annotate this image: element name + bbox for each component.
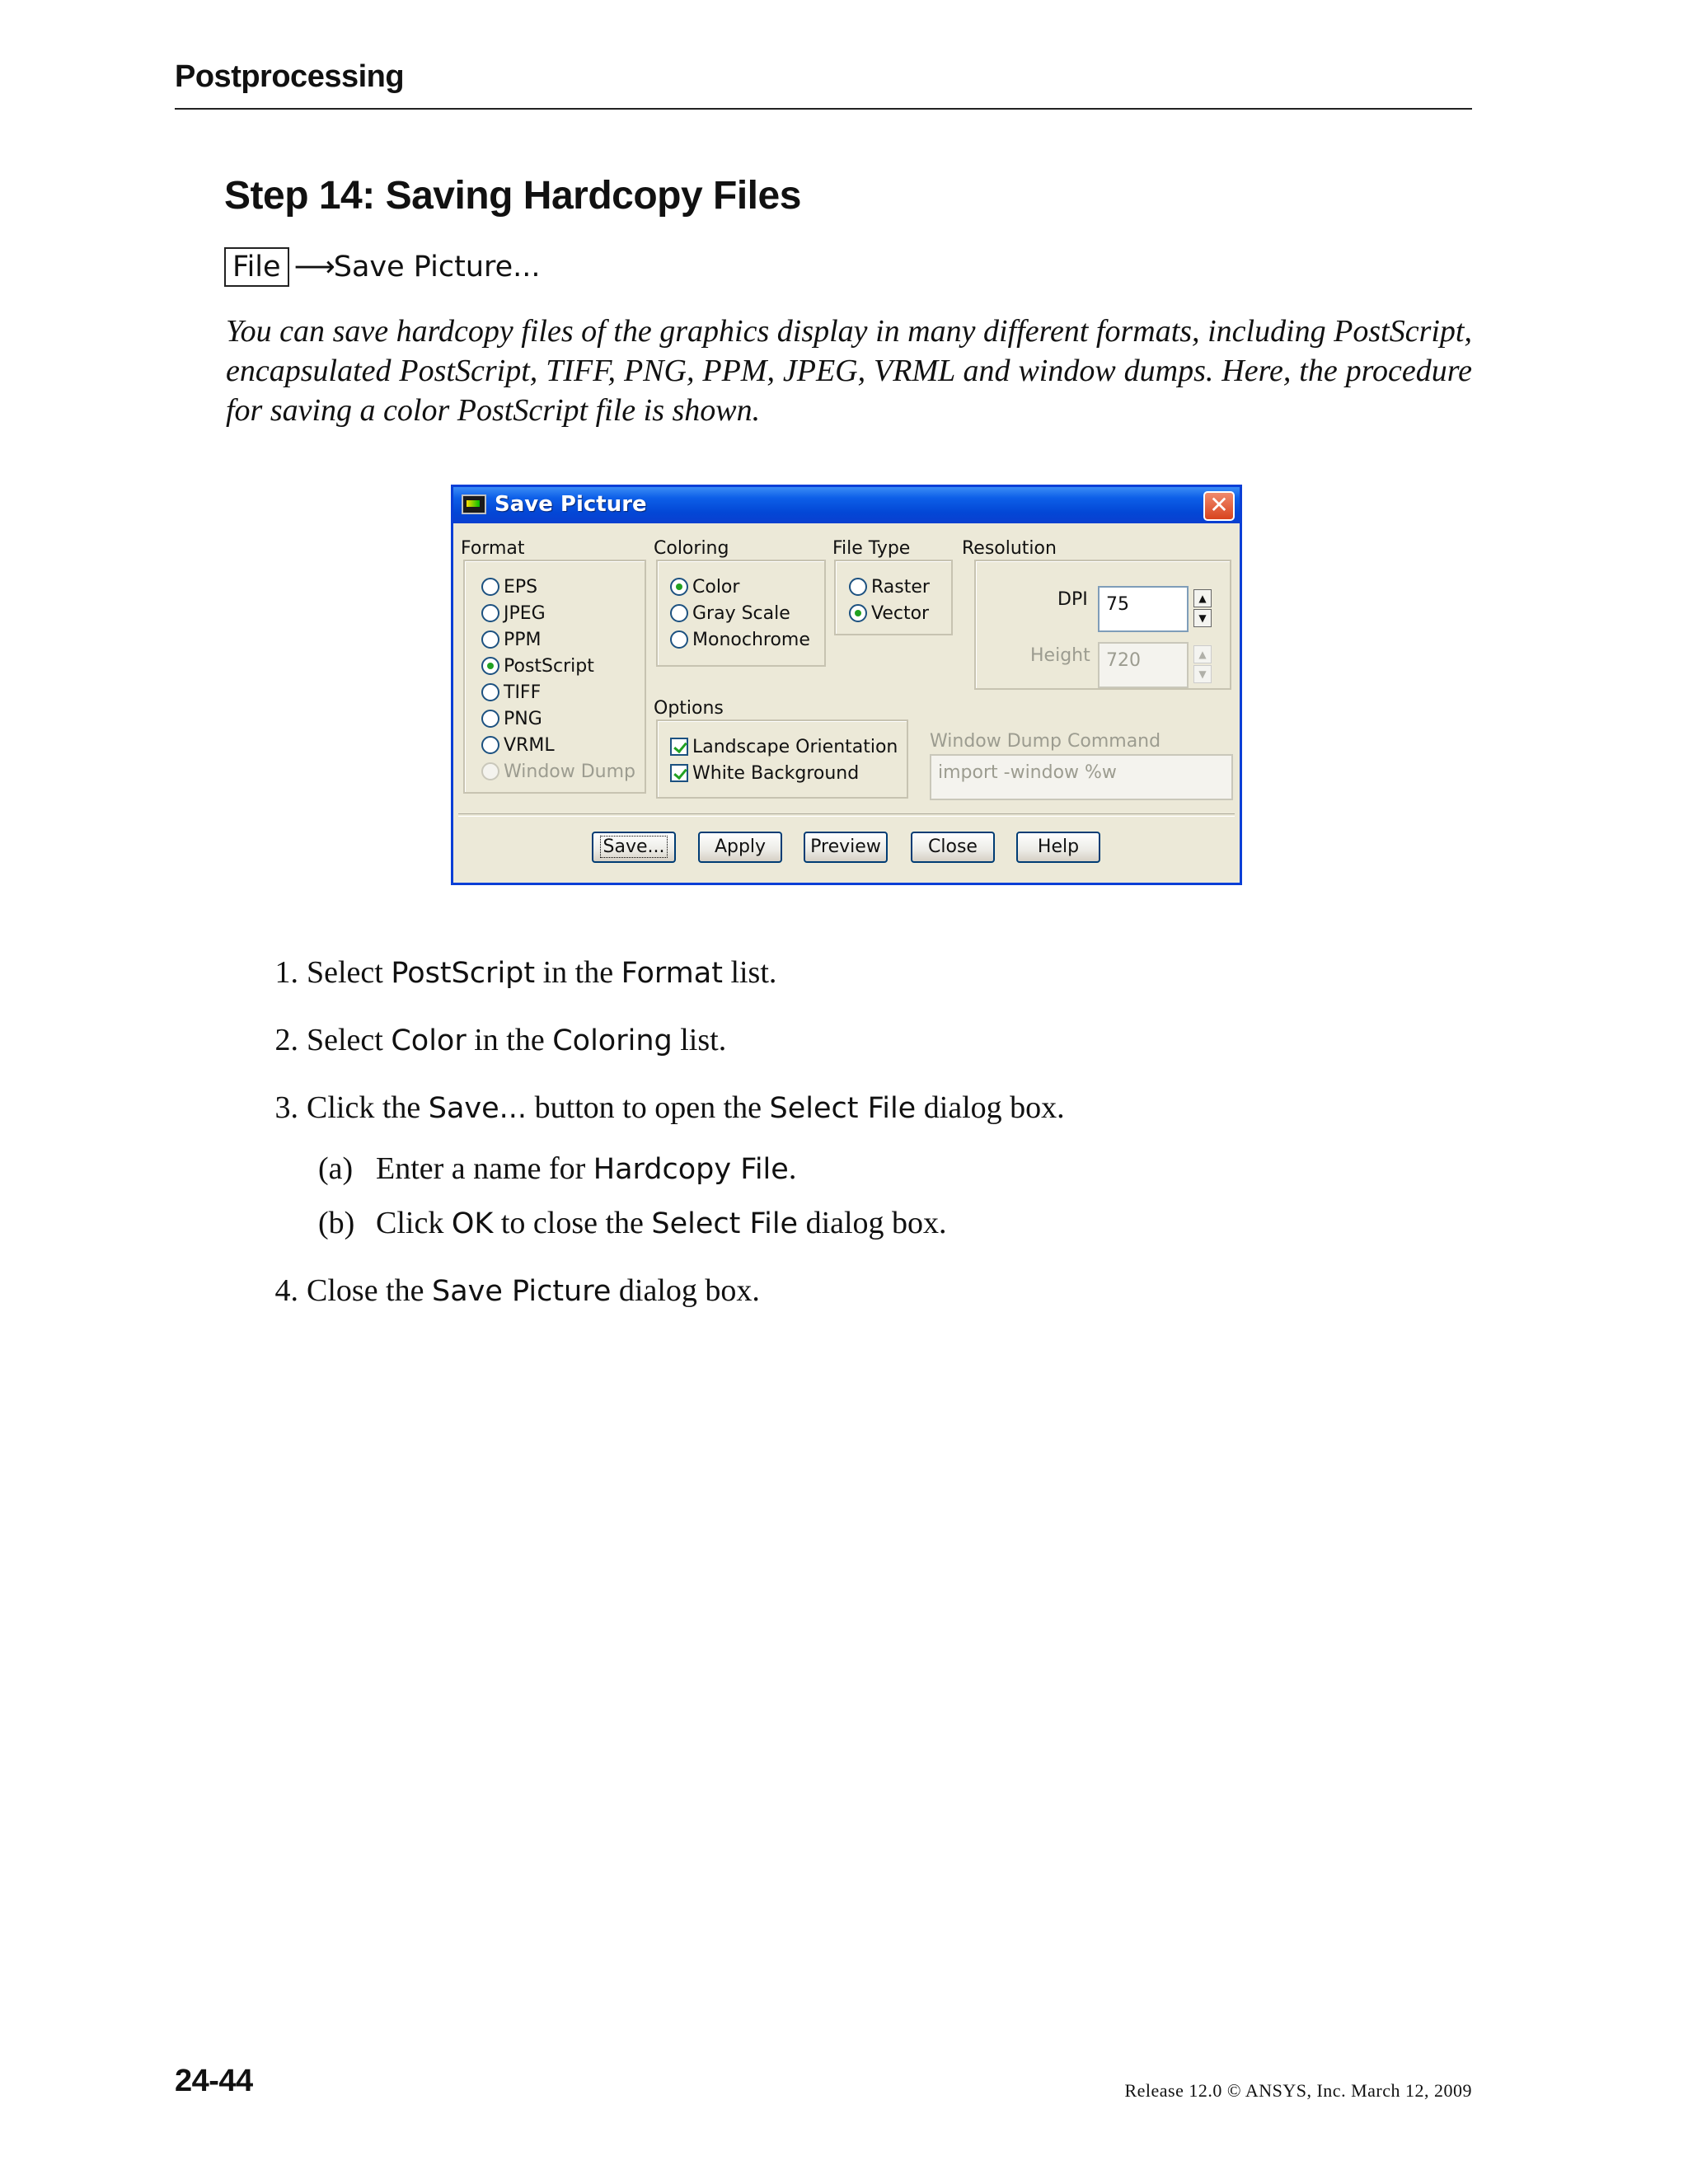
menu-arrow: ⟶	[293, 251, 331, 284]
running-header: Postprocessing	[175, 59, 405, 94]
options-group	[656, 719, 908, 799]
format-jpeg[interactable]: JPEG	[481, 601, 546, 626]
term-format: Format	[621, 957, 723, 990]
page-number: 24-44	[175, 2064, 253, 2098]
header-rule	[175, 108, 1472, 110]
button-separator	[458, 813, 1235, 817]
term-select-file: Select File	[651, 1207, 799, 1240]
checkbox-checked-icon	[670, 738, 688, 756]
spin-up-icon[interactable]: ▲	[1193, 589, 1212, 607]
release-note: Release 12.0 © ANSYS, Inc. March 12, 2009	[1124, 2080, 1472, 2101]
format-eps[interactable]: EPS	[481, 574, 537, 599]
apply-button[interactable]: Apply	[698, 832, 782, 863]
spin-up-icon: ▲	[1193, 645, 1212, 663]
format-window-dump: Window Dump	[481, 759, 635, 784]
intro-paragraph: You can save hardcopy files of the graphics display in many different formats, including PostScript, encapsulated PostScript, TIFF, PNG, PPM, JPEG, VRML and window dumps. Here, the procedure for saving a color PostScript file is shown.	[226, 314, 1472, 428]
radio-icon	[481, 578, 499, 596]
radio-selected-icon	[670, 578, 688, 596]
dpi-label: DPI	[1057, 589, 1088, 610]
options-label: Options	[654, 698, 724, 719]
term-save: Save...	[428, 1092, 528, 1125]
format-label: Format	[461, 538, 525, 559]
option-white-background[interactable]: White Background	[670, 761, 859, 785]
preview-button[interactable]: Preview	[804, 832, 888, 863]
dialog-title: Save Picture	[495, 492, 647, 517]
window-dump-input: import -window %w	[930, 754, 1233, 800]
format-ppm[interactable]: PPM	[481, 627, 542, 652]
coloring-gray-scale[interactable]: Gray Scale	[670, 601, 790, 626]
term-save-picture: Save Picture	[431, 1275, 612, 1308]
dpi-spinner[interactable]	[1193, 589, 1212, 629]
save-picture-dialog	[451, 485, 1242, 885]
radio-icon	[670, 630, 688, 649]
file-type-raster[interactable]: Raster	[849, 574, 930, 599]
radio-icon	[670, 604, 688, 622]
height-label: Height	[1030, 645, 1090, 666]
dialog-titlebar	[453, 487, 1240, 523]
term-color: Color	[391, 1024, 467, 1057]
format-tiff[interactable]: TIFF	[481, 680, 541, 705]
option-landscape-orientation[interactable]: Landscape Orientation	[670, 734, 898, 759]
term-ok: OK	[451, 1207, 494, 1240]
coloring-label: Coloring	[654, 538, 729, 559]
coloring-monochrome[interactable]: Monochrome	[670, 627, 810, 652]
radio-icon	[481, 604, 499, 622]
term-postscript: PostScript	[391, 957, 536, 990]
term-coloring: Coloring	[552, 1024, 673, 1057]
step-title: Step 14: Saving Hardcopy Files	[224, 174, 801, 218]
height-input: 720	[1098, 642, 1189, 688]
radio-icon	[481, 736, 499, 754]
menu-path	[224, 247, 541, 287]
dpi-input[interactable]: 75	[1098, 586, 1189, 632]
window-dump-label: Window Dump Command	[930, 731, 1161, 752]
term-select-file: Select File	[769, 1092, 917, 1125]
close-button[interactable]: Close	[911, 832, 995, 863]
checkbox-checked-icon	[670, 764, 688, 782]
radio-selected-icon	[481, 657, 499, 675]
radio-selected-icon	[849, 604, 867, 622]
radio-icon	[481, 683, 499, 701]
radio-icon	[481, 710, 499, 728]
file-type-vector[interactable]: Vector	[849, 601, 929, 626]
spin-down-icon[interactable]: ▼	[1193, 609, 1212, 627]
spin-down-icon: ▼	[1193, 665, 1212, 683]
copyright-symbol: ©	[1226, 2080, 1242, 2101]
resolution-label: Resolution	[962, 538, 1057, 559]
height-spinner	[1193, 645, 1212, 685]
file-type-label: File Type	[832, 538, 911, 559]
close-icon[interactable]: ✕	[1203, 491, 1235, 521]
format-png[interactable]: PNG	[481, 706, 542, 731]
radio-icon	[849, 578, 867, 596]
radio-disabled-icon	[481, 762, 499, 780]
menu-item-save-picture: Save Picture...	[333, 251, 541, 284]
menu-file: File	[224, 247, 289, 287]
app-icon	[462, 494, 486, 514]
coloring-color[interactable]: Color	[670, 574, 739, 599]
help-button[interactable]: Help	[1016, 832, 1100, 863]
save-button[interactable]: Save...	[592, 832, 676, 863]
format-postscript[interactable]: PostScript	[481, 654, 594, 678]
term-hardcopy-file: Hardcopy File	[593, 1153, 789, 1186]
radio-icon	[481, 630, 499, 649]
format-vrml[interactable]: VRML	[481, 733, 555, 757]
